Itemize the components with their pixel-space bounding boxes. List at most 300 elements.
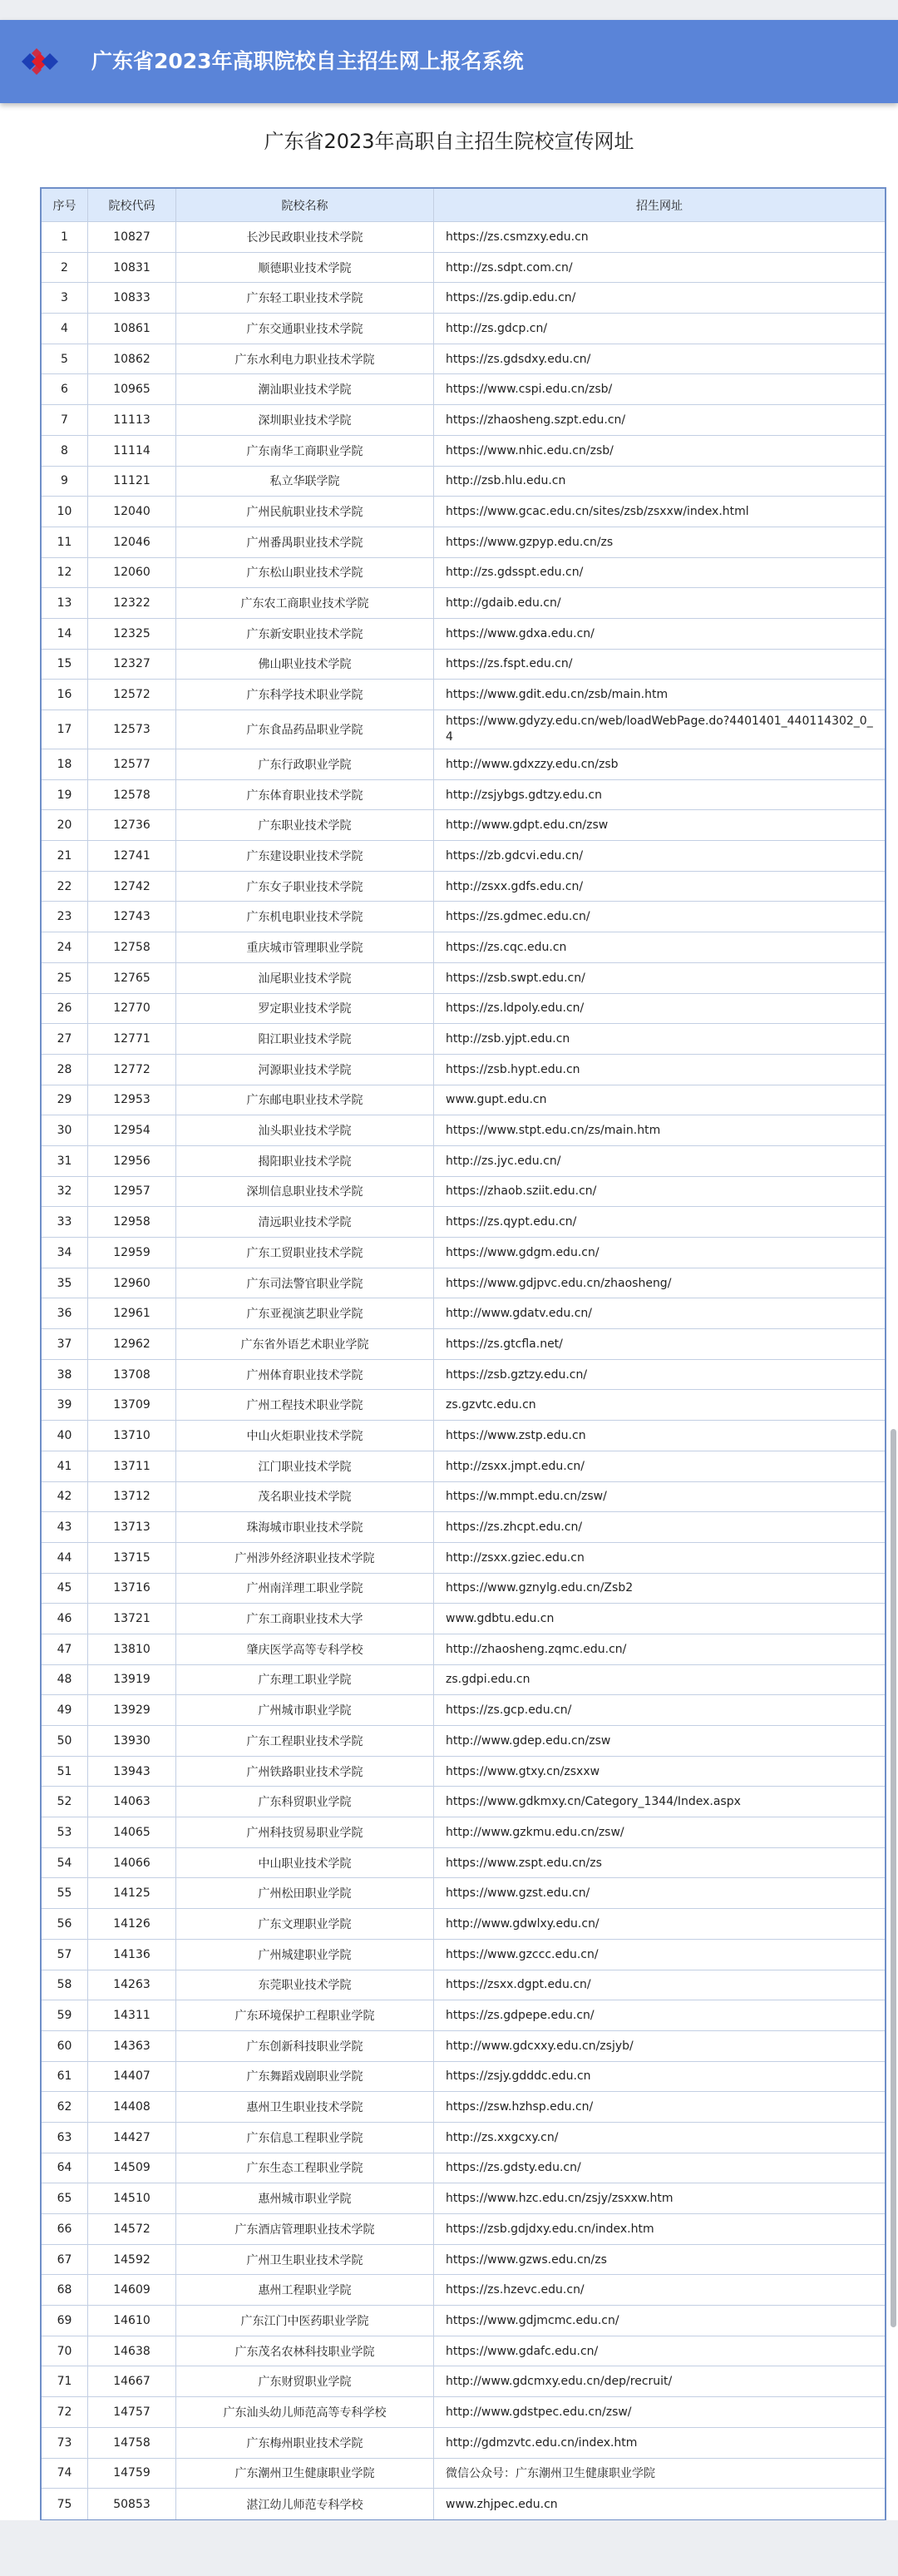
- table-row: [42, 2459, 885, 2489]
- scrollbar[interactable]: [891, 1429, 896, 2327]
- table-row: [42, 932, 885, 963]
- school-code: 14065: [88, 1817, 176, 1847]
- school-name: 茂名职业技术学院: [176, 1482, 434, 1512]
- school-name: 广东潮州卫生健康职业学院: [176, 2459, 434, 2489]
- school-url[interactable]: http://www.gdatv.edu.cn/: [446, 1307, 593, 1321]
- school-url[interactable]: https://zs.fspt.edu.cn/: [446, 657, 573, 671]
- browser-bottom-strip: [0, 2520, 898, 2576]
- school-name: 广东酒店管理职业技术学院: [176, 2214, 434, 2244]
- school-name: 东莞职业技术学院: [176, 1970, 434, 2000]
- school-url[interactable]: http://zs.sdpt.com.cn/: [446, 260, 573, 274]
- table-row: [42, 2031, 885, 2062]
- table-row: [42, 1146, 885, 1177]
- school-url[interactable]: https://zsb.gztzy.edu.cn/: [446, 1367, 588, 1382]
- row-index: 50: [42, 1726, 88, 1756]
- table-row: [42, 994, 885, 1025]
- school-code: 14610: [88, 2306, 176, 2336]
- school-name: 广东建设职业技术学院: [176, 841, 434, 871]
- table-row: [42, 2306, 885, 2336]
- table-row: [42, 1543, 885, 1574]
- table-row: [42, 2275, 885, 2306]
- row-index: 23: [42, 902, 88, 932]
- school-code: 14066: [88, 1848, 176, 1878]
- school-code: 13716: [88, 1574, 176, 1604]
- school-url[interactable]: http://zsxx.jmpt.edu.cn/: [446, 1459, 585, 1473]
- school-url[interactable]: http://zsjybgs.gdtzy.edu.cn: [446, 788, 602, 802]
- school-code: 13721: [88, 1604, 176, 1634]
- school-name: 江门职业技术学院: [176, 1451, 434, 1481]
- row-index: 52: [42, 1787, 88, 1817]
- row-index: 28: [42, 1055, 88, 1085]
- row-index: 74: [42, 2459, 88, 2489]
- school-url[interactable]: https://www.gznylg.edu.cn/Zsb2: [446, 1581, 634, 1595]
- table-row: [42, 1940, 885, 1970]
- table-row: [42, 1574, 885, 1604]
- table-row: [42, 222, 885, 253]
- row-index: 48: [42, 1665, 88, 1695]
- table-row: [42, 405, 885, 436]
- row-index: 67: [42, 2245, 88, 2275]
- school-code: 13929: [88, 1695, 176, 1725]
- school-code: 14408: [88, 2092, 176, 2122]
- row-index: 37: [42, 1329, 88, 1359]
- school-name: 广东舞蹈戏剧职业学院: [176, 2062, 434, 2092]
- school-code: 12954: [88, 1115, 176, 1145]
- school-name: 广东新安职业技术学院: [176, 619, 434, 649]
- table-row: [42, 1390, 885, 1421]
- school-code: 14311: [88, 2000, 176, 2030]
- school-code: 10862: [88, 344, 176, 374]
- table-row: [42, 2062, 885, 2093]
- table-row: [42, 1207, 885, 1238]
- school-name: 广东工贸职业技术学院: [176, 1238, 434, 1268]
- row-index: 42: [42, 1482, 88, 1512]
- school-name: 广东汕头幼儿师范高等专科学校: [176, 2397, 434, 2427]
- school-code: 14759: [88, 2459, 176, 2489]
- row-index: 61: [42, 2062, 88, 2092]
- school-url[interactable]: https://zb.gdcvi.edu.cn/: [446, 848, 584, 863]
- school-code: 12743: [88, 902, 176, 932]
- table-row: [42, 2336, 885, 2367]
- school-url[interactable]: https://zs.csmzxy.edu.cn: [446, 230, 589, 244]
- school-name: 广州工程技术职业学院: [176, 1390, 434, 1420]
- school-code: 13919: [88, 1665, 176, 1695]
- school-code: 12577: [88, 749, 176, 779]
- school-code: 10831: [88, 253, 176, 283]
- school-url[interactable]: https://zs.ldpoly.edu.cn/: [446, 1001, 585, 1016]
- school-code: 12961: [88, 1298, 176, 1328]
- row-index: 10: [42, 497, 88, 527]
- school-name: 广东邮电职业技术学院: [176, 1085, 434, 1115]
- school-url[interactable]: http://gdmzvtc.edu.cn/index.htm: [446, 2435, 638, 2450]
- school-url[interactable]: https://www.gdyzy.edu.cn/web/loadWebPage.do?4401401_440114302_0_4: [446, 714, 873, 744]
- row-index: 16: [42, 680, 88, 710]
- browser-top-strip: [0, 0, 898, 20]
- school-url[interactable]: https://zs.gcp.edu.cn/: [446, 1703, 572, 1718]
- row-index: 6: [42, 374, 88, 404]
- school-code: 12322: [88, 588, 176, 618]
- school-code: 14136: [88, 1940, 176, 1970]
- school-url[interactable]: https://www.gdxa.edu.cn/: [446, 626, 595, 640]
- row-index: 69: [42, 2306, 88, 2336]
- table-row: [42, 810, 885, 841]
- table-row: [42, 710, 885, 749]
- school-url[interactable]: https://www.zstp.edu.cn: [446, 1428, 586, 1442]
- row-index: 26: [42, 994, 88, 1024]
- school-name: 广东司法警官职业学院: [176, 1268, 434, 1298]
- row-index: 1: [42, 222, 88, 252]
- header-url: 招生网址: [636, 199, 683, 213]
- row-index: 70: [42, 2336, 88, 2366]
- table-row: [42, 1451, 885, 1482]
- school-url[interactable]: http://zsb.yjpt.edu.cn: [446, 1032, 570, 1046]
- row-index: 25: [42, 963, 88, 993]
- school-code: 14125: [88, 1878, 176, 1908]
- row-index: 20: [42, 810, 88, 840]
- school-url[interactable]: https://www.gdkmxy.cn/Category_1344/Index.aspx: [446, 1795, 741, 1809]
- school-url[interactable]: https://www.gzccc.edu.cn/: [446, 1947, 599, 1961]
- school-url[interactable]: https://zs.gdpepe.edu.cn/: [446, 2009, 595, 2023]
- school-code: 12771: [88, 1024, 176, 1054]
- school-name: 深圳职业技术学院: [176, 405, 434, 435]
- row-index: 13: [42, 588, 88, 618]
- row-index: 56: [42, 1909, 88, 1939]
- school-code: 12960: [88, 1268, 176, 1298]
- row-index: 19: [42, 780, 88, 810]
- school-name: 广东茂名农林科技职业学院: [176, 2336, 434, 2366]
- row-index: 75: [42, 2489, 88, 2519]
- table-row: [42, 1421, 885, 1451]
- school-code: 14363: [88, 2031, 176, 2061]
- school-name: 广州民航职业技术学院: [176, 497, 434, 527]
- school-url[interactable]: https://zsw.hzhsp.edu.cn/: [446, 2100, 594, 2114]
- school-name: 广东创新科技职业学院: [176, 2031, 434, 2061]
- school-name: 广东行政职业学院: [176, 749, 434, 779]
- row-index: 31: [42, 1146, 88, 1176]
- table-row: [42, 902, 885, 932]
- school-url[interactable]: http://zsxx.gdfs.edu.cn/: [446, 879, 584, 893]
- table-row: [42, 650, 885, 680]
- school-url[interactable]: https://zsb.hypt.edu.cn: [446, 1062, 580, 1076]
- table-row: [42, 1878, 885, 1909]
- school-code: 10965: [88, 374, 176, 404]
- table-row: [42, 558, 885, 589]
- school-code: 12040: [88, 497, 176, 527]
- row-index: 11: [42, 527, 88, 557]
- header-school-name: 院校名称: [176, 189, 434, 221]
- school-code: 12578: [88, 780, 176, 810]
- school-name: 揭阳职业技术学院: [176, 1146, 434, 1176]
- school-code: 14063: [88, 1787, 176, 1817]
- table-row: [42, 374, 885, 405]
- school-url[interactable]: https://www.gzst.edu.cn/: [446, 1886, 590, 1901]
- table-row: [42, 1909, 885, 1940]
- school-url[interactable]: http://zsb.hlu.edu.cn: [446, 474, 566, 488]
- table-row: [42, 1848, 885, 1879]
- school-url[interactable]: https://zsb.gdjdxy.edu.cn/index.htm: [446, 2222, 654, 2236]
- school-code: 13943: [88, 1757, 176, 1787]
- school-url[interactable]: https://www.gcac.edu.cn/sites/zsb/zsxxw/index.html: [446, 505, 749, 519]
- row-index: 63: [42, 2123, 88, 2153]
- school-url[interactable]: https://zs.hzevc.edu.cn/: [446, 2283, 585, 2297]
- row-index: 71: [42, 2366, 88, 2396]
- table-row: [42, 2214, 885, 2245]
- school-code: 12060: [88, 558, 176, 588]
- table-row: [42, 680, 885, 710]
- school-url[interactable]: https://www.gzpyp.edu.cn/zs: [446, 535, 614, 549]
- school-url[interactable]: http://www.gdcxxy.edu.cn/zsjyb/: [446, 2039, 634, 2053]
- school-name: 广东体育职业技术学院: [176, 780, 434, 810]
- row-index: 62: [42, 2092, 88, 2122]
- school-url[interactable]: https://zs.zhcpt.edu.cn/: [446, 1520, 583, 1535]
- school-url[interactable]: https://www.gdit.edu.cn/zsb/main.htm: [446, 688, 669, 702]
- school-name: 长沙民政职业技术学院: [176, 222, 434, 252]
- school-url[interactable]: 微信公众号：广东潮州卫生健康职业学院: [446, 2467, 655, 2481]
- school-name: 广东科贸职业学院: [176, 1787, 434, 1817]
- school-name: 广州涉外经济职业技术学院: [176, 1543, 434, 1573]
- table-row: [42, 2366, 885, 2397]
- school-name: 珠海城市职业技术学院: [176, 1512, 434, 1542]
- table-row: [42, 1787, 885, 1817]
- school-name: 广东水利电力职业技术学院: [176, 344, 434, 374]
- row-index: 5: [42, 344, 88, 374]
- row-index: 46: [42, 1604, 88, 1634]
- school-url[interactable]: www.zhjpec.edu.cn: [446, 2497, 558, 2511]
- school-name: 广东江门中医药职业学院: [176, 2306, 434, 2336]
- table-row: [42, 314, 885, 344]
- table-row: [42, 1177, 885, 1208]
- school-code: 14757: [88, 2397, 176, 2427]
- school-name: 广州城市职业学院: [176, 1695, 434, 1725]
- school-name: 广州卫生职业技术学院: [176, 2245, 434, 2275]
- table-row: [42, 588, 885, 619]
- table-row: [42, 467, 885, 497]
- school-url[interactable]: https://www.gdgm.edu.cn/: [446, 1245, 599, 1259]
- school-url[interactable]: www.gdbtu.edu.cn: [446, 1612, 555, 1626]
- school-url[interactable]: https://zs.gdsdxy.edu.cn/: [446, 352, 591, 366]
- school-url[interactable]: https://w.mmpt.edu.cn/zsw/: [446, 1490, 607, 1504]
- diamond-logo-icon: [12, 43, 65, 80]
- school-code: 12758: [88, 932, 176, 962]
- row-index: 9: [42, 467, 88, 497]
- school-name: 广州南洋理工职业学院: [176, 1574, 434, 1604]
- table-row: [42, 1634, 885, 1665]
- header-code: 院校代码: [88, 189, 176, 221]
- school-name: 惠州工程职业学院: [176, 2275, 434, 2305]
- school-code: 13708: [88, 1360, 176, 1390]
- school-url[interactable]: http://www.gdpt.edu.cn/zsw: [446, 818, 609, 833]
- school-url[interactable]: https://www.stpt.edu.cn/zs/main.htm: [446, 1124, 661, 1138]
- table-row: [42, 749, 885, 780]
- school-code: 14592: [88, 2245, 176, 2275]
- school-url[interactable]: https://www.gzws.edu.cn/zs: [446, 2252, 607, 2267]
- page-title: 广东省2023年高职自主招生院校宣传网址: [264, 130, 634, 153]
- row-index: 29: [42, 1085, 88, 1115]
- school-name: 中山职业技术学院: [176, 1848, 434, 1878]
- row-index: 2: [42, 253, 88, 283]
- school-url[interactable]: https://zs.gdip.edu.cn/: [446, 291, 576, 305]
- school-url[interactable]: https://zhaosheng.szpt.edu.cn/: [446, 413, 626, 427]
- school-url[interactable]: http://www.gdep.edu.cn/zsw: [446, 1733, 611, 1748]
- row-index: 59: [42, 2000, 88, 2030]
- school-name: 广东女子职业技术学院: [176, 872, 434, 902]
- table-row: [42, 2428, 885, 2459]
- school-code: 12765: [88, 963, 176, 993]
- school-code: 12573: [88, 710, 176, 749]
- school-name: 广东文理职业学院: [176, 1909, 434, 1939]
- school-url[interactable]: https://zhaob.sziit.edu.cn/: [446, 1184, 597, 1199]
- school-name: 汕尾职业技术学院: [176, 963, 434, 993]
- table-row: [42, 1695, 885, 1726]
- school-name: 重庆城市管理职业学院: [176, 932, 434, 962]
- school-code: 11114: [88, 436, 176, 466]
- school-url[interactable]: https://zs.gdsty.edu.cn/: [446, 2161, 581, 2175]
- school-url[interactable]: https://www.zspt.edu.cn/zs: [446, 1856, 602, 1870]
- school-name: 广东轻工职业技术学院: [176, 283, 434, 313]
- school-url[interactable]: https://www.gdjpvc.edu.cn/zhaosheng/: [446, 1276, 672, 1290]
- school-name: 湛江幼儿师范专科学校: [176, 2489, 434, 2519]
- school-name: 广东工商职业技术大学: [176, 1604, 434, 1634]
- row-index: 41: [42, 1451, 88, 1481]
- school-url[interactable]: http://zs.gdcp.cn/: [446, 321, 548, 335]
- school-url[interactable]: http://www.gzkmu.edu.cn/zsw/: [446, 1825, 624, 1839]
- school-code: 12046: [88, 527, 176, 557]
- school-code: 14509: [88, 2153, 176, 2183]
- school-name: 广东农工商职业技术学院: [176, 588, 434, 618]
- table-row: [42, 1604, 885, 1634]
- table-row: [42, 2489, 885, 2519]
- school-code: 13810: [88, 1634, 176, 1664]
- row-index: 58: [42, 1970, 88, 2000]
- table-row: [42, 1512, 885, 1543]
- school-code: 14510: [88, 2183, 176, 2213]
- school-name: 广州体育职业技术学院: [176, 1360, 434, 1390]
- school-code: 11121: [88, 467, 176, 497]
- school-url[interactable]: https://www.gdafc.edu.cn/: [446, 2344, 599, 2358]
- table-row: [42, 841, 885, 872]
- school-code: 13710: [88, 1421, 176, 1451]
- row-index: 40: [42, 1421, 88, 1451]
- school-url[interactable]: http://www.gdwlxy.edu.cn/: [446, 1916, 599, 1931]
- school-name: 广东食品药品职业学院: [176, 710, 434, 749]
- school-url[interactable]: http://zs.jyc.edu.cn/: [446, 1154, 561, 1168]
- table-row: [42, 2092, 885, 2123]
- school-url[interactable]: http://gdaib.edu.cn/: [446, 596, 561, 611]
- school-code: 14638: [88, 2336, 176, 2366]
- school-url[interactable]: www.gupt.edu.cn: [446, 1093, 547, 1107]
- school-code: 10833: [88, 283, 176, 313]
- school-code: 12741: [88, 841, 176, 871]
- school-name: 佛山职业技术学院: [176, 650, 434, 680]
- table-row: [42, 2000, 885, 2031]
- school-url[interactable]: https://zsjy.gdddc.edu.cn: [446, 2069, 591, 2084]
- table-row: [42, 1482, 885, 1513]
- school-url[interactable]: https://zsb.swpt.edu.cn/: [446, 971, 585, 985]
- table-row: [42, 619, 885, 650]
- school-url[interactable]: http://zsxx.gziec.edu.cn: [446, 1550, 585, 1565]
- school-name: 汕头职业技术学院: [176, 1115, 434, 1145]
- school-code: 14263: [88, 1970, 176, 2000]
- school-url[interactable]: http://www.gdstpec.edu.cn/zsw/: [446, 2405, 632, 2419]
- table-row: [42, 1238, 885, 1268]
- row-index: 7: [42, 405, 88, 435]
- school-url[interactable]: http://zs.xxgcxy.cn/: [446, 2130, 559, 2144]
- school-url[interactable]: https://zs.cqc.edu.cn: [446, 940, 567, 954]
- app-title: 广东省2023年高职院校自主招生网上报名系统: [91, 49, 524, 73]
- school-url[interactable]: https://www.gtxy.cn/zsxxw: [446, 1764, 600, 1778]
- school-url[interactable]: http://zhaosheng.zqmc.edu.cn/: [446, 1642, 627, 1656]
- row-index: 57: [42, 1940, 88, 1970]
- school-code: 14572: [88, 2214, 176, 2244]
- school-url[interactable]: http://zs.gdsspt.edu.cn/: [446, 566, 584, 580]
- table-row: [42, 1055, 885, 1085]
- school-url[interactable]: https://zs.gdmec.edu.cn/: [446, 910, 590, 924]
- school-url[interactable]: zs.gdpi.edu.cn: [446, 1673, 530, 1687]
- school-url[interactable]: http://www.gdxzzy.edu.cn/zsb: [446, 757, 619, 771]
- row-index: 51: [42, 1757, 88, 1787]
- school-code: 12956: [88, 1146, 176, 1176]
- row-index: 24: [42, 932, 88, 962]
- school-url[interactable]: zs.gzvtc.edu.cn: [446, 1398, 536, 1412]
- row-index: 30: [42, 1115, 88, 1145]
- app-header: [0, 20, 898, 103]
- school-name: 广东职业技术学院: [176, 810, 434, 840]
- school-code: 13713: [88, 1512, 176, 1542]
- school-name: 广东信息工程职业学院: [176, 2123, 434, 2153]
- school-url[interactable]: https://zsxx.dgpt.edu.cn/: [446, 1978, 591, 1992]
- table-row: [42, 1817, 885, 1848]
- row-index: 3: [42, 283, 88, 313]
- school-url[interactable]: https://www.cspi.edu.cn/zsb/: [446, 383, 613, 397]
- school-name: 中山火炬职业技术学院: [176, 1421, 434, 1451]
- school-name: 广东生态工程职业学院: [176, 2153, 434, 2183]
- row-index: 4: [42, 314, 88, 344]
- row-index: 39: [42, 1390, 88, 1420]
- school-code: 12325: [88, 619, 176, 649]
- school-name: 深圳信息职业技术学院: [176, 1177, 434, 1207]
- row-index: 49: [42, 1695, 88, 1725]
- table-row: [42, 497, 885, 527]
- table-header-row: [42, 189, 885, 222]
- school-url[interactable]: https://www.nhic.edu.cn/zsb/: [446, 443, 614, 457]
- school-code: 10827: [88, 222, 176, 252]
- school-code: 11113: [88, 405, 176, 435]
- school-code: 12958: [88, 1207, 176, 1237]
- row-index: 66: [42, 2214, 88, 2244]
- school-name: 罗定职业技术学院: [176, 994, 434, 1024]
- school-name: 广东环境保护工程职业学院: [176, 2000, 434, 2030]
- row-index: 12: [42, 558, 88, 588]
- school-name: 广东理工职业学院: [176, 1665, 434, 1695]
- school-code: 12770: [88, 994, 176, 1024]
- row-index: 44: [42, 1543, 88, 1573]
- table-row: [42, 2397, 885, 2428]
- table-row: [42, 2153, 885, 2184]
- school-name: 惠州卫生职业技术学院: [176, 2092, 434, 2122]
- row-index: 68: [42, 2275, 88, 2305]
- school-name: 广州番禺职业技术学院: [176, 527, 434, 557]
- row-index: 32: [42, 1177, 88, 1207]
- school-code: 12572: [88, 680, 176, 710]
- school-url[interactable]: https://www.gdjmcmc.edu.cn/: [446, 2313, 619, 2327]
- school-code: 14667: [88, 2366, 176, 2396]
- school-url[interactable]: https://zs.qypt.edu.cn/: [446, 1215, 577, 1229]
- table-row: [42, 2183, 885, 2214]
- school-url[interactable]: https://www.hzc.edu.cn/zsjy/zsxxw.htm: [446, 2192, 674, 2206]
- school-name: 阳江职业技术学院: [176, 1024, 434, 1054]
- school-url[interactable]: https://zs.gtcfla.net/: [446, 1337, 563, 1351]
- school-url[interactable]: http://www.gdcmxy.edu.cn/dep/recruit/: [446, 2375, 673, 2389]
